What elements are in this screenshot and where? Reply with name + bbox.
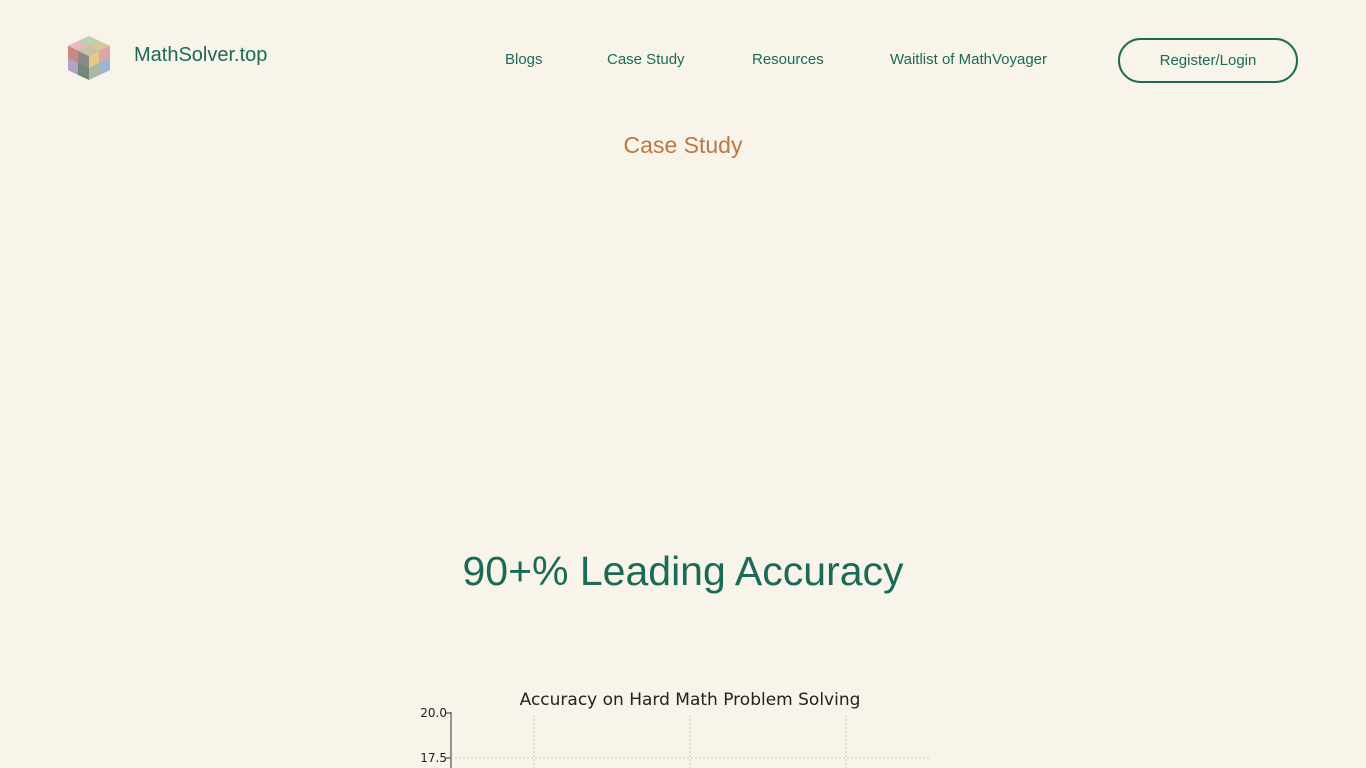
rubiks-cube-icon[interactable] <box>64 34 114 82</box>
section-label: Case Study <box>623 132 743 158</box>
register-login-button[interactable]: Register/Login <box>1118 38 1298 83</box>
accuracy-chart <box>400 700 960 768</box>
y-tick-label: 17.5 <box>420 751 447 765</box>
y-tick-label: 20.0 <box>420 706 447 720</box>
headline: 90+% Leading Accuracy <box>462 548 904 594</box>
nav-link-resources[interactable]: Resources <box>752 51 824 68</box>
site-header <box>0 0 1366 120</box>
chart-title: Accuracy on Hard Math Problem Solving <box>519 690 861 710</box>
nav-link-waitlist[interactable]: Waitlist of MathVoyager <box>890 51 1048 68</box>
nav-link-case-study[interactable]: Case Study <box>607 51 685 68</box>
nav-link-blogs[interactable]: Blogs <box>505 51 543 68</box>
brand-link[interactable]: MathSolver.top <box>134 44 268 66</box>
